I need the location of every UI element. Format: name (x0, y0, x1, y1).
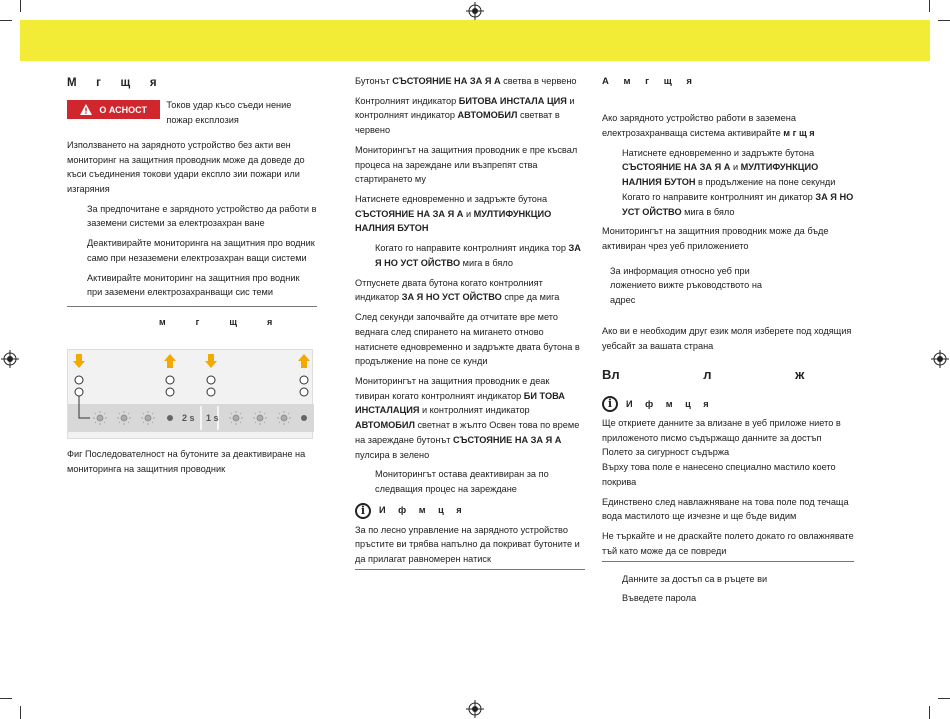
danger-badge (67, 100, 160, 119)
paragraph: Върху това поле е нанесено специално мастило което покрива (602, 462, 836, 487)
danger-text: Токов удар късо съеди нение пожар експлозия (166, 100, 292, 126)
crop-mark (938, 20, 950, 21)
paragraph: Ако зарядното устройство работи в заземена електрозахранваща система активирайте м г щ я (602, 113, 815, 138)
paragraph: Ще откриете данните за влизане в уеб приложе нието в приложеното писмо съдържащо данните за достъп Полето за сигурност съдържа (602, 418, 841, 458)
paragraph: Използването на зарядното устройство без акти вен мониторинг на защитния проводник може да доведе до къси съединения токови удари експло зии пожари или изгаряния (67, 139, 305, 194)
info-icon: i (355, 503, 371, 519)
hand-press-icon (298, 354, 310, 368)
registration-mark-icon (931, 350, 949, 368)
list-item: Данните за достъп са в ръцете ви (622, 573, 768, 584)
hand-press-icon (205, 354, 217, 368)
paragraph: Бутонът СЪСТОЯНИЕ НА ЗА Я А светва в червено (355, 76, 577, 86)
list-item: Активирайте мониторинг на защитния про водник при заземени електрозахранващи сис теми (87, 272, 300, 298)
divider (67, 306, 317, 307)
section-title: Вл л ж (602, 367, 805, 383)
registration-mark-icon (1, 350, 19, 368)
list-item: Деактивирайте мониторинга на защитния про водник само при незаземени електрозахран ващи системи (87, 238, 315, 263)
paragraph: Мониторингът на защитния проводник е пре късвал процеса на зареждане или възпрепят ства стартирането му (355, 144, 578, 185)
list-item: Натиснете едновременно и задръжте бутона СЪСТОЯНИЕ НА ЗА Я А и МУЛТИФУНКЦИО НАЛНИЯ БУТОН в продължение на поне секунди Когато го направите контролният ин дикатор ЗА Я НО УСТ ОЙСТВО мига в бяло (622, 147, 854, 217)
paragraph: Ако ви е необходим друг език моля изберете под ходящия уебсайт за вашата страна (602, 325, 852, 351)
paragraph: Мониторингът на защитния проводник може да бъде активиран чрез уеб приложението (602, 226, 829, 251)
paragraph: Контролният индикатор БИТОВА ИНСТАЛА ЦИЯ и контролният индикатор АВТОМОБИЛ светват в червено (355, 95, 575, 136)
paragraph: Единствено след навлажняване на това поле под течаща вода мастилото ще изчезне и ще бъде видим (602, 496, 849, 522)
duration-label: 2 s (182, 413, 195, 424)
paragraph: Натиснете едновременно и задръжте бутона СЪСТОЯНИЕ НА ЗА Я А и МУЛТИФУНКЦИО НАЛНИЯ БУТОН (355, 194, 552, 234)
danger-notice (67, 98, 317, 127)
info-heading: i И ф м ц я (355, 503, 585, 519)
crop-mark (929, 706, 930, 719)
registration-mark-icon (466, 700, 484, 718)
sequence-diagram (68, 350, 314, 440)
crop-mark (0, 20, 12, 21)
info-icon: i (602, 396, 618, 412)
list-item: За предпочитане е зарядното устройство да работи в заземени системи за електрозахран ване (87, 203, 317, 229)
crop-mark (929, 0, 930, 12)
list-item: Въведете парола (622, 593, 697, 604)
hand-press-icon (73, 354, 85, 368)
warning-icon (80, 104, 92, 115)
registration-mark-icon (466, 2, 484, 20)
paragraph: След секунди започвайте да отчитате вре мето веднага след спирането на мигането отново натиснете едновременно и задръжте двата бутона в продължение на поне се кунди (355, 312, 580, 367)
header-band (20, 20, 930, 61)
column-left (67, 74, 317, 482)
figure-title: м г щ я (159, 317, 273, 328)
info-text: За по лесно управление на зарядното устройство пръстите ви трябва напълно да покриват бутоните и да прилагат равномерен натиск (355, 523, 585, 570)
list-item: Когато го направите контролният индика тор ЗА Я НО УСТ ОЙСТВО мига в бяло (375, 243, 581, 268)
crop-mark (20, 706, 21, 719)
danger-label: О АСНОСТ (99, 104, 147, 115)
info-heading: i И ф м ц я (602, 396, 854, 412)
note: За информация относно уеб при ложението вижте ръководството на адрес (610, 265, 762, 306)
list-item: Мониторингът остава деактивиран за по следващия процес на зареждане (375, 469, 549, 494)
crop-mark (938, 698, 950, 699)
crop-mark (0, 698, 12, 699)
column-right (602, 74, 854, 611)
paragraph: Мониторингът на защитния проводник е деак тивиран когато контролният индикатор БИ ТОВА ИНСТАЛАЦИЯ и контролният индикатор АВТОМОБИЛ светнат в жълто Освен това по време на зареждане бутонът СЪСТОЯНИЕ НА ЗА Я А пулсира в зелено (355, 375, 580, 460)
paragraph: Не търкайте и не драскайте полето докато го овлажнявате тъй като може да се повреди (602, 529, 854, 561)
section-heading: А м г щ я (602, 76, 692, 87)
column-middle (355, 74, 585, 575)
crop-mark (20, 0, 21, 12)
figure-caption: Фиг Последователност на бутоните за деактивиране на мониторинга на защитния проводник (67, 449, 306, 475)
paragraph: Отпуснете двата бутона когато контролният индикатор ЗА Я НО УСТ ОЙСТВО спре да мига (355, 277, 560, 303)
hand-press-icon (164, 354, 176, 368)
duration-label: 1 s (206, 413, 219, 424)
button-sequence-figure (67, 349, 313, 439)
section-heading: М г щ я (67, 77, 157, 89)
